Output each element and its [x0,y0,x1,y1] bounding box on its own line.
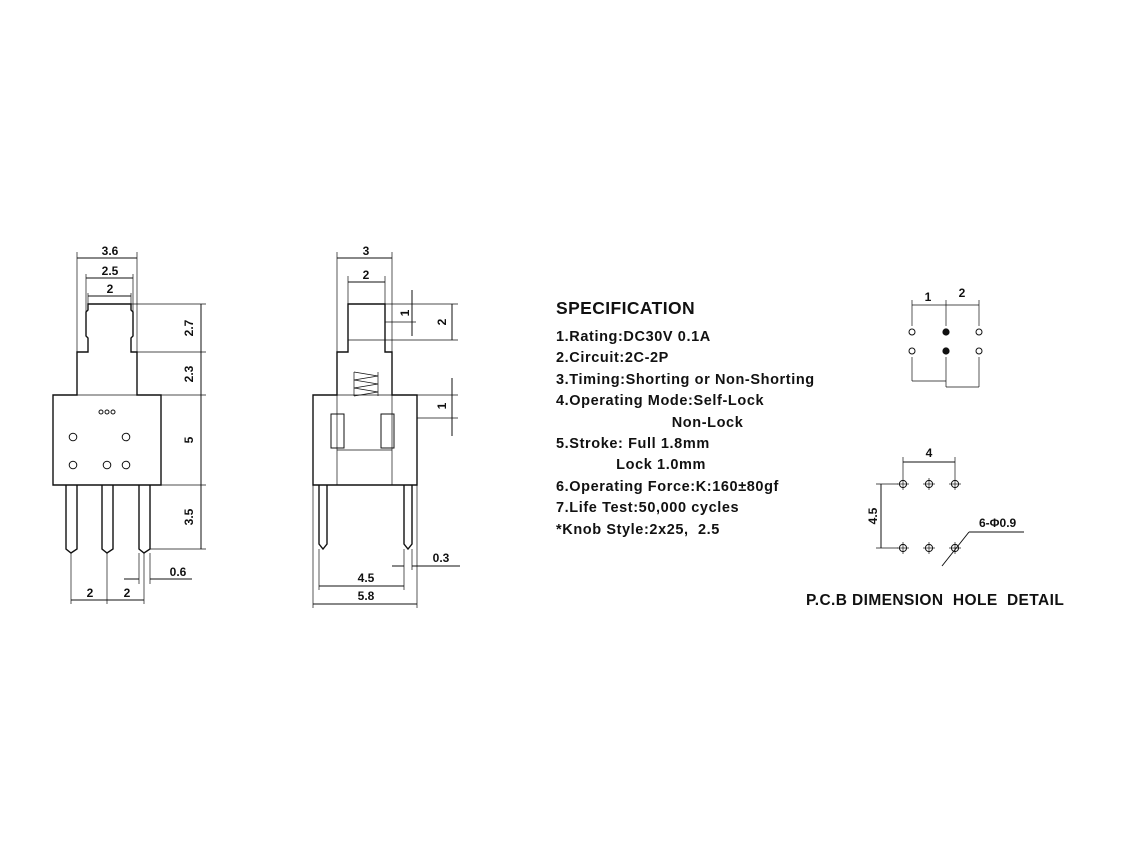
spec-line-stroke-lock: Lock 1.0mm [556,457,706,474]
pcb-caption: P.C.B DIMENSION HOLE DETAIL [806,592,1065,609]
circuit-contacts [909,328,982,354]
spec-line-operating-force: 6.Operating Force:K:160±80gf [556,478,779,495]
circuit-diagram [909,286,982,387]
side-dim-overall-width: 5.8 [357,589,375,603]
pcb-holes [897,478,961,554]
spec-line-timing: 3.Timing:Shorting or Non-Shorting [556,371,815,388]
front-dim-width: 3.6 [101,244,119,258]
spec-line-knob-style: *Knob Style:2x25, 2.5 [556,521,720,538]
side-bottom-dimensions [313,485,460,608]
front-dim-pin-pitch-left: 2 [86,586,94,600]
pcb-dim-row-spacing: 4.5 [866,507,880,525]
side-dim-shoulder: 1 [435,402,449,410]
side-dim-knob-step: 1 [398,309,412,317]
front-dim-pin-length: 3.5 [182,508,196,526]
spec-line-operating-mode: 4.Operating Mode:Self-Lock [556,393,765,410]
side-dim-knob-height: 2 [435,318,449,326]
side-spring [354,372,378,396]
spec-line-rating: 1.Rating:DC30V 0.1A [556,329,711,345]
circuit-label-2: 2 [958,286,966,300]
side-pins [319,485,412,549]
front-dim-pin-width: 0.6 [169,565,187,579]
side-dim-knob-width: 2 [362,268,370,282]
front-pins [66,485,150,553]
front-dim-knob-top: 2 [106,282,114,296]
front-hole-dots [69,410,130,469]
spec-line-circuit: 2.Circuit:2C-2P [556,350,669,367]
front-view [53,244,206,604]
side-dim-width: 3 [362,244,370,258]
front-dim-pin-pitch-right: 2 [123,586,131,600]
spec-line-stroke: 5.Stroke: Full 1.8mm [556,436,710,453]
specification-block [556,298,815,541]
side-dim-pin-thickness: 0.3 [432,551,450,565]
front-bottom-dimensions [71,553,192,604]
front-dim-knob-height: 2.7 [182,319,196,337]
side-right-dimensions [385,290,458,436]
pcb-hole-leader [942,532,969,566]
side-window-left [331,414,344,448]
front-dim-stem-height: 2.3 [182,365,196,383]
spec-line-operating-mode-alt: Non-Lock [556,414,744,431]
pcb-dim-pitch: 4 [925,446,933,460]
front-body-outline [53,304,161,485]
side-dim-pin-span: 4.5 [357,571,375,585]
side-view [313,244,460,608]
pcb-hole-detail [866,446,1024,566]
front-right-dimensions [131,304,206,549]
pcb-dim-hole-size: 6-Φ0.9 [979,516,1017,530]
front-dim-knob-width: 2.5 [101,264,119,278]
spec-line-life-test: 7.Life Test:50,000 cycles [556,500,740,517]
spec-title: SPECIFICATION [556,298,696,318]
circuit-label-1: 1 [924,290,932,304]
front-dim-body-height: 5 [182,436,196,444]
side-top-dimensions [337,244,392,352]
